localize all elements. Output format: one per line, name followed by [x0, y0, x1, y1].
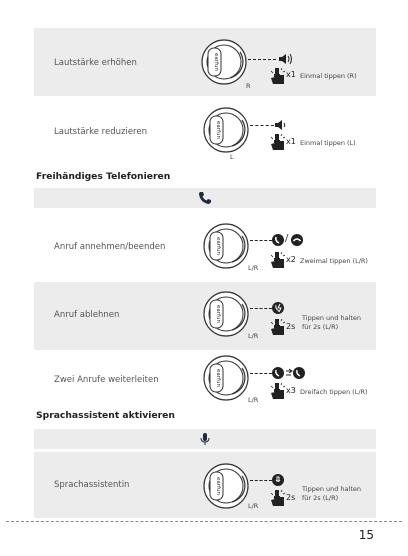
action-text-line2: für 2s (L/R)	[302, 494, 339, 502]
action-text: Einmal tippen (R)	[300, 72, 357, 80]
earbud-icon	[202, 462, 250, 510]
side-indicator: L/R	[248, 264, 259, 272]
hand-tap-icon	[270, 68, 286, 85]
side-indicator: L/R	[248, 502, 259, 510]
action-text-line1: Tippen und halten	[302, 314, 362, 322]
earbud-brand-text: earfun	[215, 237, 221, 255]
action-text-line1: Tippen und halten	[302, 485, 362, 493]
microphone-icon-bar	[34, 429, 376, 449]
microphone-icon	[199, 432, 211, 446]
speaker-down-icon	[274, 119, 286, 131]
earbud-brand-text: earfun	[215, 369, 221, 387]
connector-line	[250, 125, 274, 126]
tap-count: x1	[286, 70, 296, 79]
hold-duration: 2s	[286, 493, 296, 502]
hand-tap-icon	[270, 383, 286, 400]
hold-duration: 2s	[286, 322, 296, 331]
tap-count: x1	[286, 137, 296, 146]
hand-tap-icon	[270, 319, 286, 336]
earbud-icon	[202, 222, 250, 270]
action-text: Einmal tippen (L)	[300, 139, 356, 147]
answer-call-icon	[272, 234, 284, 246]
side-indicator: R	[246, 82, 251, 90]
answer-call-label: Anruf annehmen/beenden	[54, 242, 166, 252]
volume-up-label: Lautstärke erhöhen	[54, 58, 137, 68]
volume-down-row	[34, 98, 376, 166]
connector-line	[250, 308, 272, 309]
connector-line	[250, 480, 272, 481]
assistant-section-title: Sprachassistent aktivieren	[36, 410, 175, 421]
footer-divider	[6, 521, 402, 522]
action-text-line2: für 2s (L/R)	[302, 323, 339, 331]
tap-count: x3	[286, 386, 296, 395]
earbud-brand-text: earfun	[215, 121, 221, 139]
handsfree-section-title: Freihändiges Telefonieren	[36, 171, 171, 182]
side-indicator: L/R	[248, 332, 259, 340]
earbud-brand-text: earfun	[213, 53, 219, 71]
side-indicator: L/R	[248, 396, 259, 404]
voice-assistant-row	[34, 452, 376, 518]
side-indicator: L	[230, 153, 234, 161]
connector-line	[250, 240, 272, 241]
reject-call-row	[34, 282, 376, 350]
earbud-icon	[202, 290, 250, 338]
hand-tap-icon	[270, 134, 286, 151]
transfer-call-label: Zwei Anrufe weiterleiten	[54, 375, 159, 385]
earbud-brand-text: earfun	[215, 305, 221, 323]
volume-up-row	[34, 28, 376, 96]
hand-tap-icon	[270, 490, 286, 507]
slash-separator: /	[285, 233, 289, 244]
earbud-icon	[202, 354, 250, 402]
connector-line	[248, 59, 276, 60]
hand-tap-icon	[270, 252, 286, 269]
earbud-brand-text: earfun	[215, 477, 221, 495]
phone-icon-bar	[34, 188, 376, 208]
phone-icon	[198, 191, 212, 205]
tap-count: x2	[286, 255, 296, 264]
action-text: Zweimal tippen (L/R)	[300, 257, 368, 265]
switch-calls-icon	[272, 367, 306, 379]
voice-assistant-label: Sprachassistentin	[54, 480, 130, 490]
speaker-up-icon	[278, 53, 292, 65]
connector-line	[250, 373, 272, 374]
action-text: Dreifach tippen (L/R)	[300, 388, 368, 396]
page-number: 15	[358, 528, 374, 542]
earbud-icon	[202, 106, 250, 154]
volume-down-label: Lautstärke reduzieren	[54, 127, 147, 137]
reject-call-label: Anruf ablehnen	[54, 310, 120, 320]
reject-call-icon	[272, 302, 284, 314]
answer-call-row	[34, 210, 376, 280]
earbud-icon	[200, 38, 248, 86]
end-call-icon	[291, 234, 303, 246]
transfer-call-row	[34, 352, 376, 408]
voice-assistant-icon	[272, 474, 284, 486]
